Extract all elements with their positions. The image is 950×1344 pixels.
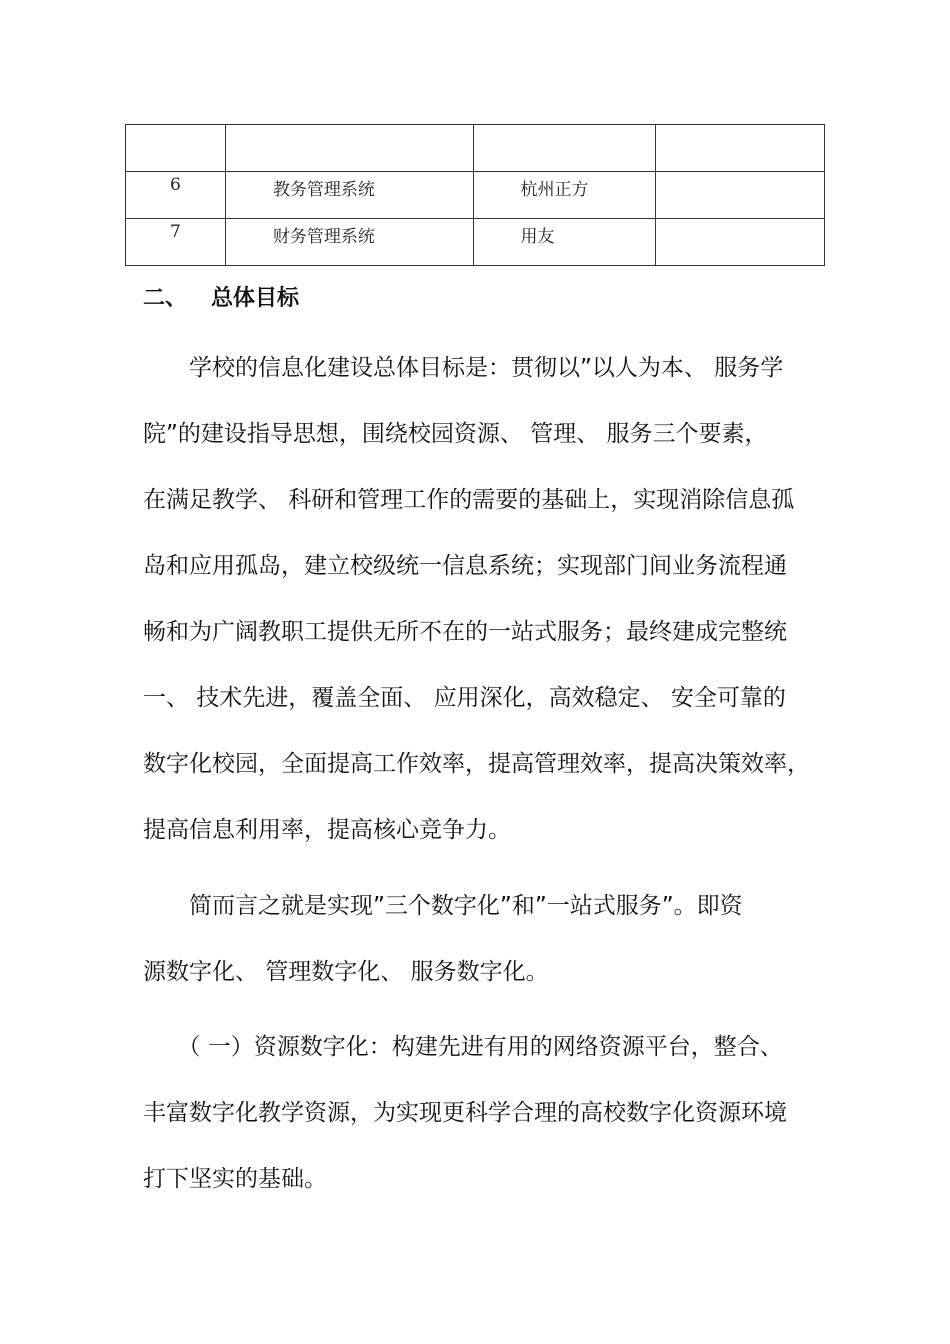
paragraph-line: 岛和应用孤岛，建立校级统一信息系统；实现部门间业务流程通 <box>143 553 787 579</box>
paragraph-line: 畅和为广阔教职工提供无所不在的一站式服务；最终建成完整统 <box>143 619 787 645</box>
section-title: 总体目标 <box>211 286 300 311</box>
paragraph-line: 丰富数字化教学资源，为实现更科学合理的高校数字化资源环境 <box>143 1100 787 1126</box>
paragraph-resource-digitization <box>143 1014 813 1212</box>
paragraph-line: 一、 技术先进，覆盖全面、 应用深化，高效稳定、 安全可靠的 <box>143 685 786 711</box>
paragraph-summary <box>143 873 813 1005</box>
table-cell-note <box>656 125 825 172</box>
table-row <box>126 125 825 172</box>
systems-table <box>125 124 825 266</box>
table-cell-name <box>225 125 474 172</box>
paragraph-line: 数字化校园，全面提高工作效率，提高管理效率，提高决策效率， <box>143 751 810 777</box>
table-cell-no <box>126 125 226 172</box>
paragraph-line: 打下坚实的基础。 <box>143 1166 327 1192</box>
paragraph-overall-goal <box>143 335 813 863</box>
table-row <box>126 172 825 219</box>
table-cell-name: 财务管理系统 <box>225 219 474 266</box>
table-cell-name: 教务管理系统 <box>225 172 474 219</box>
section-number: 二、 <box>143 286 188 311</box>
paragraph-line: 源数字化、 管理数字化、 服务数字化。 <box>143 959 549 985</box>
table-cell-note <box>656 219 825 266</box>
table-cell-note <box>656 172 825 219</box>
paragraph-line: 在满足教学、 科研和管理工作的需要的基础上，实现消除信息孤 <box>143 487 795 513</box>
table-cell-no: 6 <box>126 172 226 219</box>
paragraph-line: 学校的信息化建设总体目标是：贯彻以”以人为本、 服务学 <box>143 355 784 381</box>
section-heading <box>143 281 299 312</box>
table-row <box>126 219 825 266</box>
paragraph-line: 提高信息利用率，提高核心竞争力。 <box>143 817 511 843</box>
paragraph-line: 院”的建设指导思想，围绕校园资源、 管理、 服务三个要素， <box>143 421 768 447</box>
table-cell-vendor: 用友 <box>474 219 656 266</box>
paragraph-line: 简而言之就是实现”三个数字化”和”一站式服务”。即资 <box>143 893 743 919</box>
table-cell-vendor <box>474 125 656 172</box>
paragraph-line: （ 一）资源数字化：构建先进有用的网络资源平台，整合、 <box>143 1034 783 1060</box>
table-cell-no: 7 <box>126 219 226 266</box>
table-cell-vendor: 杭州正方 <box>474 172 656 219</box>
